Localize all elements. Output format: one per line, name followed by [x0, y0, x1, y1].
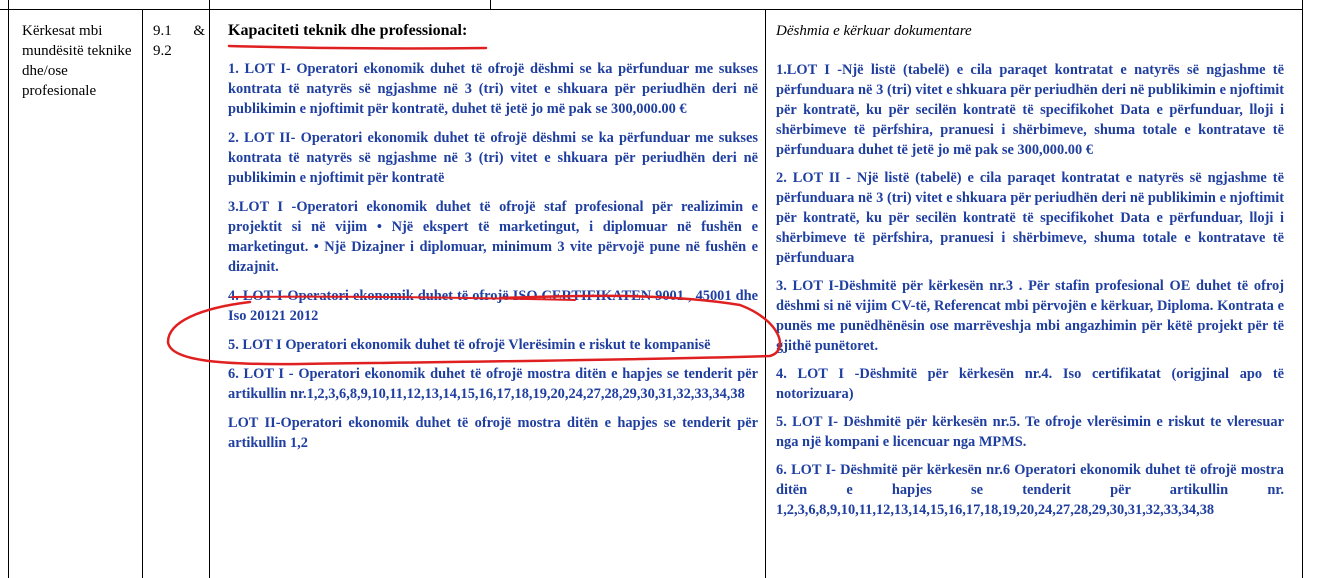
requirement-paragraph-1: 1. LOT I- Operatori ekonomik duhet të ofrojë dëshmi se ka përfunduar me sukses kontrata të natyrës së ngjashme në 3 (tri) vitet e shkuara për periudhën deri në publikimin e njoftimit për kontratë, duhet të jetë jo më pak se 300,000.00 € [228, 61, 758, 117]
section-number-line-1 [153, 21, 205, 41]
evidence-paragraph-4: 4. LOT I -Dëshmitë për kërkesën nr.4. Iso certifikatat (origjinal apo të notorizuara) [776, 366, 1284, 402]
requirement-paragraph-4: 4. LOT I-Operatori ekonomik duhet të ofrojë ISO CERTIFIKATEN 9001 , 45001 dhe Iso 20121 2012 [228, 288, 758, 324]
column-divider-3 [765, 9, 766, 578]
table-top-border [0, 9, 1302, 10]
requirement-paragraph-2: 2. LOT II- Operatori ekonomik duhet të ofrojë dëshmi se ka përfunduar me sukses kontrata të natyrës së ngjashme në 3 (tri) vitet e shkuara për periudhën deri në publikimin e njoftimit për kontratë [228, 130, 758, 186]
required-evidence-column [776, 20, 1284, 528]
requirement-paragraph-7: LOT II-Operatori ekonomik duhet të ofrojë mostra ditën e hapjes se tenderit për artikullin 1,2 [228, 415, 758, 451]
evidence-paragraph-6: 6. LOT I- Dëshmitë për kërkesën nr.6 Operatori ekonomik duhet të ofrojë mostra ditën e hapjes se tenderit për artikullin nr. 1,2,3,6,8,9,10,11,12,13,14,15,16,17,18,19,20,24,27,28,29,30,31,32,33,34,38 [776, 462, 1284, 518]
column-divider-2 [209, 0, 210, 578]
evidence-paragraph-3: 3. LOT I-Dëshmitë për kërkesën nr.3 . Për stafin profesional OE duhet të ofroj dëshmi si në vijim CV-të, Referencat mbi përvojën e kërkuar, Diploma. Kontrata e punës me punëdhënësin ose marrëveshja mbi angazhimin për këtë projekt për të gjithë punëtoret. [776, 278, 1284, 354]
requirement-paragraph-6: 6. LOT I - Operatori ekonomik duhet të ofrojë mostra ditën e hapjes se tenderit për artikullin nr.1,2,3,6,8,9,10,11,12,13,14,15,16,17,18,19,20,24,27,28,29,30,31,32,33,34,38 [228, 366, 758, 402]
evidence-paragraph-2: 2. LOT II - Një listë (tabelë) e cila paraqet kontratat e natyrës së ngjashme të përfunduara në 3 (tri) vitet e shkuara për periudhën deri në publikimin e njoftimit për kontratë, ku për secilën kontratë të specifikohet Data e përfunduar, lloji i shërbimeve të përfshira, pranuesi i shërbimeve, shuma totale e kontratave të përfunduara [776, 170, 1284, 266]
table-left-border [8, 0, 9, 578]
required-evidence-heading: Dëshmia e kërkuar dokumentare [776, 23, 972, 39]
section-number-secondary: 9.2 [153, 43, 172, 59]
column-divider-1 [142, 9, 143, 578]
requirement-paragraph-5: 5. LOT I Operatori ekonomik duhet të ofrojë Vlerësimin e riskut te kompanisë [228, 337, 711, 353]
evidence-paragraph-5: 5. LOT I- Dëshmitë për kërkesën nr.5. Te ofroje vlerësimin e riskut te vleresuar nga një kompani e licencuar nga MPMS. [776, 414, 1284, 450]
evidence-paragraph-1: 1.LOT I -Një listë (tabelë) e cila paraqet kontratat e natyrës së ngjashme të përfunduara në 3 (tri) vitet e shkuara për periudhën deri në publikimin e njoftimit për kontratë, ku për secilën kontratë të specifikohet Data e përfunduar, lloji i shërbimeve të përfshira, pranuesi i shërbimeve, shuma totale e kontratave të përfunduara duhet të jetë jo më pak se 300,000.00 € [776, 62, 1284, 158]
section-number-ampersand: & [193, 23, 205, 39]
technical-capacity-column [228, 20, 758, 462]
technical-capacity-heading: Kapaciteti teknik dhe professional: [228, 22, 468, 39]
table-right-border [1302, 0, 1303, 578]
requirement-paragraph-3: 3.LOT I -Operatori ekonomik duhet të ofrojë staf profesional për realizimin e projektit si në vijim • Një ekspert të marketingut, i diplomuar në fushën e marketingut. • Një Dizajner i diplomuar, minimum 3 vite përvojë pune në fushën e dizajnit. [228, 199, 758, 275]
requirement-label: Kërkesat mbi mundësitë teknike dhe/ose profesionale [22, 23, 132, 99]
section-number [153, 21, 205, 61]
column-divider-top-stub [490, 0, 491, 9]
section-number-primary: 9.1 [153, 23, 172, 39]
